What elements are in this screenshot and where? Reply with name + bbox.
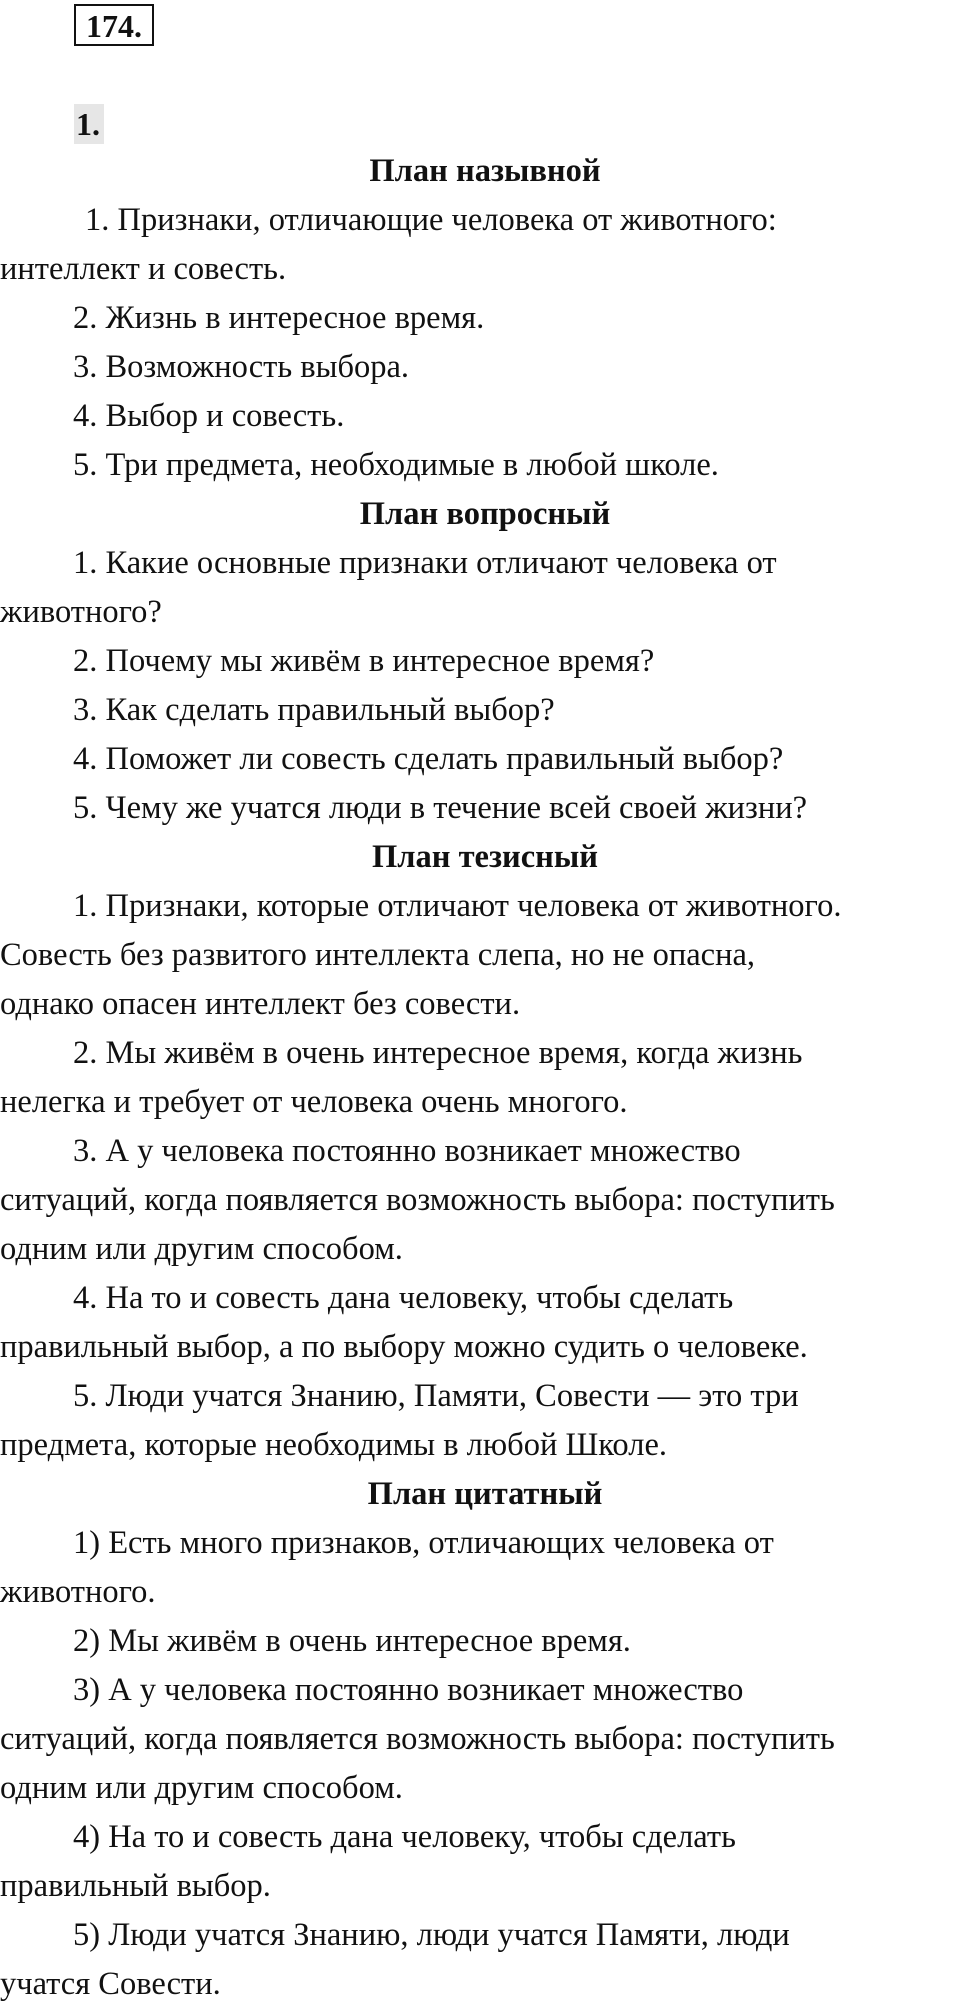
plan-item-line: 3. Как сделать правильный выбор?	[73, 692, 555, 728]
plan-item-line: 2. Мы живём в очень интересное время, когда жизнь	[73, 1035, 803, 1071]
plan-item-line: 4) На то и совесть дана человеку, чтобы сделать	[73, 1819, 736, 1855]
section-heading: План вопросный	[359, 496, 611, 532]
plan-item	[0, 686, 960, 735]
plan-item-line: 1) Есть много признаков, отличающих человека от	[73, 1525, 774, 1561]
plan-item	[0, 1617, 960, 1666]
plan-item	[0, 392, 960, 441]
plan-item-continuation: ситуаций, когда появляется возможность выбора: поступить	[0, 1721, 835, 1757]
plan-item	[0, 1813, 960, 1911]
plan-item-line: 3. А у человека постоянно возникает множество	[73, 1133, 741, 1169]
plan-item	[0, 1372, 960, 1470]
plan-item-continuation: животного?	[0, 594, 162, 630]
plan-item	[0, 1519, 960, 1617]
plan-item-continuation: интеллект и совесть.	[0, 251, 287, 287]
plan-item-line: 4. Выбор и совесть.	[73, 398, 345, 434]
section-heading: План тезисный	[371, 839, 599, 875]
plan-item-line: 2) Мы живём в очень интересное время.	[73, 1623, 631, 1659]
plan-item	[0, 1911, 960, 2009]
plan-item	[0, 1029, 960, 1127]
plan-item	[0, 196, 960, 294]
plan-item-continuation: правильный выбор, а по выбору можно судить о человеке.	[0, 1329, 808, 1365]
section-heading: План назывной	[369, 153, 601, 189]
plan-item	[0, 343, 960, 392]
plan-item-line: 3. Возможность выбора.	[73, 349, 410, 385]
plan-item-line: 5) Люди учатся Знанию, люди учатся Памяти, люди	[73, 1917, 790, 1953]
plan-item	[0, 784, 960, 833]
plan-item-continuation: правильный выбор.	[0, 1868, 271, 1904]
plan-item-line: 4. Поможет ли совесть сделать правильный выбор?	[73, 741, 784, 777]
task-number-box: 174.	[74, 4, 154, 46]
plan-item-continuation: одним или другим способом.	[0, 1231, 403, 1267]
plan-item-line: 2. Почему мы живём в интересное время?	[73, 643, 655, 679]
plan-item-line: 4. На то и совесть дана человеку, чтобы сделать	[73, 1280, 734, 1316]
plan-item-continuation: Совесть без развитого интеллекта слепа, но не опасна,	[0, 937, 756, 973]
plan-item-line: 5. Чему же учатся люди в течение всей своей жизни?	[73, 790, 808, 826]
plan-item-line: 5. Три предмета, необходимые в любой школе.	[73, 447, 719, 483]
plan-item	[0, 1666, 960, 1813]
plan-item-continuation: предмета, которые необходимы в любой Школе.	[0, 1427, 667, 1463]
plan-item-line: 2. Жизнь в интересное время.	[73, 300, 485, 336]
plan-item	[0, 637, 960, 686]
plan-item-continuation: ситуаций, когда появляется возможность выбора: поступить	[0, 1182, 835, 1218]
part-number: 1.	[74, 104, 104, 144]
plan-item	[0, 539, 960, 637]
plan-item	[0, 1127, 960, 1274]
plan-item-line: 1. Какие основные признаки отличают человека от	[73, 545, 777, 581]
plan-item-line: 5. Люди учатся Знанию, Памяти, Совести — это три	[73, 1378, 799, 1414]
plan-item-continuation: однако опасен интеллект без совести.	[0, 986, 521, 1022]
section-heading: План цитатный	[367, 1476, 603, 1512]
plan-item	[0, 441, 960, 490]
plan-item	[0, 735, 960, 784]
plans-content	[0, 147, 960, 2009]
plan-item-continuation: нелегка и требует от человека очень многого.	[0, 1084, 628, 1120]
plan-item-line: 1. Признаки, которые отличают человека от животного.	[73, 888, 842, 924]
plan-item	[0, 294, 960, 343]
plan-item-line: 1. Признаки, отличающие человека от животного:	[85, 202, 777, 238]
plan-item	[0, 882, 960, 1029]
plan-item-continuation: одним или другим способом.	[0, 1770, 403, 1806]
plan-item	[0, 1274, 960, 1372]
plan-item-continuation: животного.	[0, 1574, 156, 1610]
plan-item-line: 3) А у человека постоянно возникает множество	[73, 1672, 744, 1708]
plan-item-continuation: учатся Совести.	[0, 1966, 221, 2002]
